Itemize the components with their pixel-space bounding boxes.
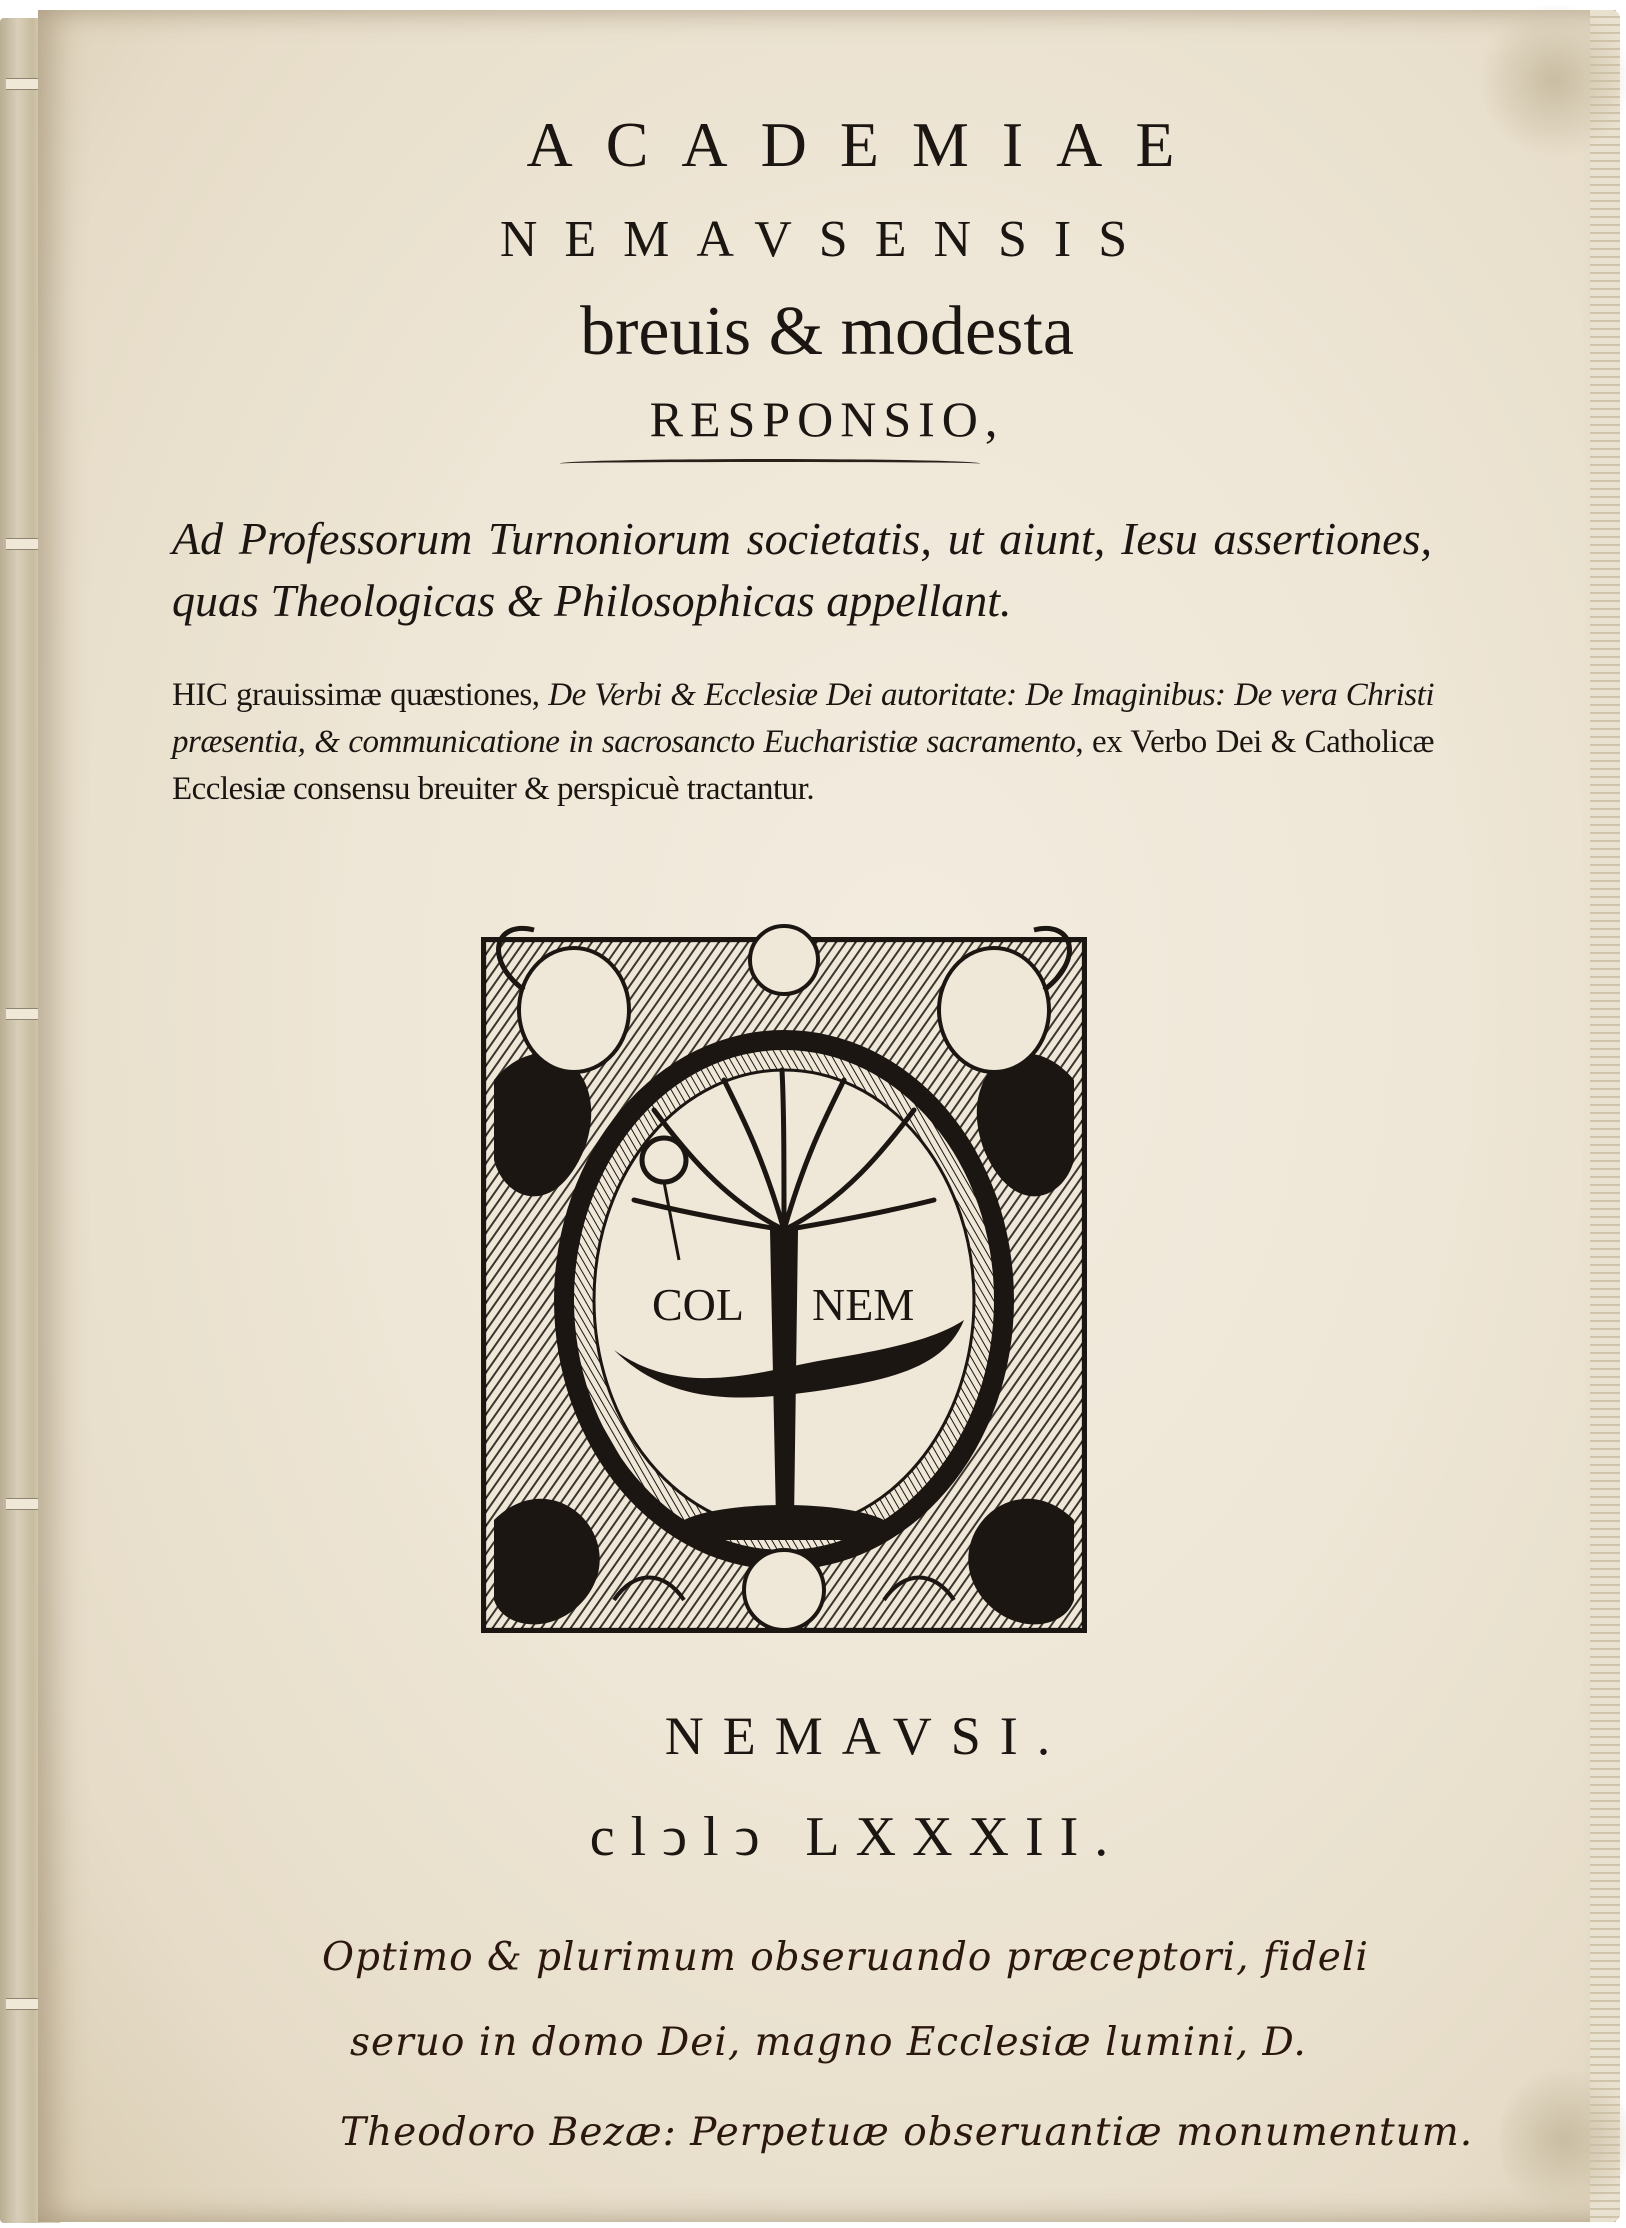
summary-paragraph <box>172 672 1434 813</box>
cherub-left <box>519 948 629 1072</box>
inscription-line-3: Theodoro Bezæ: Perpetuæ obseruantiæ monumentum. <box>340 2110 1474 2155</box>
title-line-nemausensis: NEMAVSENSIS <box>499 211 1155 268</box>
summary-part-2: De Verbi & Ecclesiæ Dei autoritate: De Imaginibus: De vera Christi præsentia, & communicatione in sacrosancto Eucharistiæ sacramento <box>172 677 1434 760</box>
title-underline <box>560 459 980 468</box>
cherub-head-top <box>750 926 818 994</box>
emblem-label-col: COL <box>652 1279 744 1330</box>
cherub-right <box>939 948 1049 1072</box>
title-line-academiae: ACADEMIAE <box>526 109 1208 180</box>
title-line-responsio: RESPONSIO, <box>649 391 1005 447</box>
lion-mask <box>744 1550 824 1630</box>
imprint-place: NEMAVSI. <box>664 1706 1070 1766</box>
inscription-line-2: seruo in domo Dei, magno Ecclesiæ lumini, D. <box>350 2020 1307 2065</box>
imprint-date: clↄlↄ LXXXII. <box>589 1806 1125 1868</box>
subtitle-paragraph: Ad Professorum Turnoniorum societatis, ut aiunt, Iesu assertiones, quas Theologicas & Philosophicas appellant. <box>172 513 1432 626</box>
title-line-breuis: breuis & modesta <box>580 293 1074 370</box>
inscription-line-1: Optimo & plurimum obseruando præceptori, fideli <box>322 1935 1369 1980</box>
summary-part-3: , ex Verbo Dei & Catholicæ Ecclesiæ consensu breuiter & perspicuè tractantur. <box>172 724 1434 807</box>
emblem-label-nem: NEM <box>812 1279 915 1330</box>
printer-device-woodcut <box>464 900 1104 1652</box>
summary-part-1: HIC grauissimæ quæstiones, <box>172 677 549 713</box>
